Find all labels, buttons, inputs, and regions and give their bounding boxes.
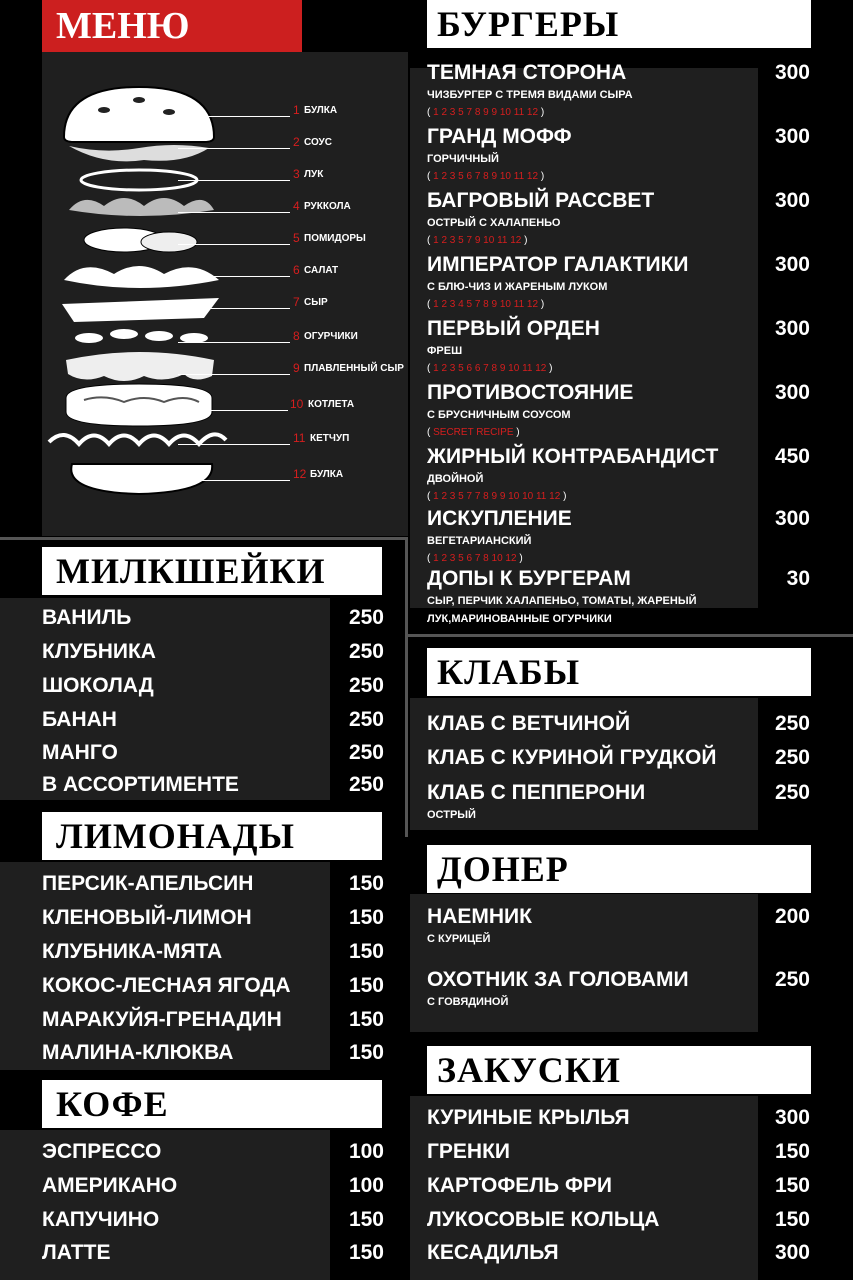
burger-ingredients: ( 1 2 3 5 7 8 9 9 10 11 12 ): [427, 107, 545, 118]
menu-title: МЕНЮ: [56, 5, 190, 47]
divider-horizontal-right: [408, 634, 853, 637]
top-bun: [64, 87, 214, 142]
coffee-name: КАПУЧИНО: [42, 1208, 160, 1231]
part-num: 1: [293, 103, 300, 117]
milkshakes-title-box: [42, 547, 382, 595]
burger-desc: С БРУСНИЧНЫМ СОУСОМ: [427, 409, 571, 421]
part-num: 10: [290, 397, 304, 411]
club-price: 250: [774, 746, 810, 769]
burger-price: 300: [774, 61, 810, 84]
snack-name: КЕСАДИЛЬЯ: [427, 1241, 559, 1264]
lemonades-title: ЛИМОНАДЫ: [56, 816, 295, 856]
burger-price: 300: [774, 253, 810, 276]
coffee-price: 150: [348, 1208, 384, 1231]
lemonade-price: 150: [348, 872, 384, 895]
milkshake-name: БАНАН: [42, 708, 117, 731]
burger-desc: ВЕГЕТАРИАНСКИЙ: [427, 535, 532, 547]
snack-name: КУРИНЫЕ КРЫЛЬЯ: [427, 1106, 630, 1129]
club-price: 250: [774, 781, 810, 804]
coffee-name: ЛАТТЕ: [42, 1241, 111, 1264]
burger-ingredients: ( SECRET RECIPE ): [427, 427, 520, 438]
part-num: 4: [293, 199, 300, 213]
milkshake-name: В АССОРТИМЕНТЕ: [42, 773, 239, 796]
burger-name: ТЕМНАЯ СТОРОНА: [427, 61, 627, 84]
cheese-layer: [62, 298, 219, 322]
burger-ingredients: ( 1 2 3 5 7 7 8 9 9 10 10 11 12 ): [427, 491, 567, 502]
ketchup-layer: [49, 434, 226, 444]
snack-name: КАРТОФЕЛЬ ФРИ: [427, 1174, 612, 1197]
doner-name: ОХОТНИК ЗА ГОЛОВАМИ: [427, 968, 689, 991]
clubs-title-box: [427, 648, 811, 696]
part-label: ПЛАВЛЕННЫЙ СЫР: [304, 363, 404, 374]
divider-horizontal-left: [0, 537, 408, 540]
burger-name: ГРАНД МОФФ: [427, 125, 572, 148]
lemonade-name: КОКОС-ЛЕСНАЯ ЯГОДА: [42, 974, 291, 997]
snack-name: ЛУКОСОВЫЕ КОЛЬЦА: [427, 1208, 660, 1231]
burgers-title: БУРГЕРЫ: [437, 4, 620, 44]
burger-price: 300: [774, 125, 810, 148]
part-label: БУЛКА: [310, 469, 344, 480]
milkshake-price: 250: [348, 640, 384, 663]
doner-title: ДОНЕР: [437, 849, 569, 889]
burger-price: 300: [774, 381, 810, 404]
milkshakes-title: МИЛКШЕЙКИ: [56, 551, 326, 591]
club-name: КЛАБ С КУРИНОЙ ГРУДКОЙ: [427, 746, 717, 769]
snack-price: 300: [774, 1241, 810, 1264]
snacks-title: ЗАКУСКИ: [437, 1050, 621, 1090]
coffee-title: КОФЕ: [56, 1084, 169, 1124]
lemonade-name: ПЕРСИК-АПЕЛЬСИН: [42, 872, 254, 895]
lemonade-name: МАЛИНА-КЛЮКВА: [42, 1041, 234, 1064]
doner-name: НАЕМНИК: [427, 905, 532, 928]
milkshake-price: 250: [348, 674, 384, 697]
club-desc: ОСТРЫЙ: [427, 809, 476, 821]
melted-cheese-layer: [66, 352, 214, 381]
milkshake-name: ШОКОЛАД: [42, 674, 154, 697]
lettuce-layer: [64, 266, 219, 288]
milkshake-price: 250: [348, 773, 384, 796]
menu-title-box: [42, 0, 302, 52]
snack-price: 300: [774, 1106, 810, 1129]
coffee-price: 100: [348, 1174, 384, 1197]
part-label: ЛУК: [304, 169, 324, 180]
coffee-name: ЭСПРЕССО: [42, 1140, 162, 1163]
burger-desc: ГОРЧИЧНЫЙ: [427, 153, 499, 165]
doner-price: 200: [774, 905, 810, 928]
part-label: РУККОЛА: [304, 201, 351, 212]
burger-price: 300: [774, 317, 810, 340]
coffee-price: 150: [348, 1241, 384, 1264]
club-price: 250: [774, 712, 810, 735]
burger-desc: ФРЕШ: [427, 345, 463, 357]
extra-price: 30: [786, 567, 810, 590]
coffee-price: 100: [348, 1140, 384, 1163]
part-num: 5: [293, 231, 300, 245]
milkshake-name: МАНГО: [42, 741, 118, 764]
burger-name: ЖИРНЫЙ КОНТРАБАНДИСТ: [427, 445, 719, 468]
pickles-layer: [75, 329, 208, 343]
part-label: ОГУРЧИКИ: [304, 331, 358, 342]
extra-desc-1: СЫР, ПЕРЧИК ХАЛАПЕНЬО, ТОМАТЫ, ЖАРЕНЫЙ: [427, 595, 697, 607]
burger-desc: С БЛЮ-ЧИЗ И ЖАРЕНЫМ ЛУКОМ: [427, 281, 608, 293]
part-label: САЛАТ: [304, 265, 339, 276]
part-label: СЫР: [304, 297, 328, 308]
part-num: 7: [293, 295, 300, 309]
clubs-title: КЛАБЫ: [437, 652, 581, 692]
burger-price: 450: [774, 445, 810, 468]
milkshake-name: ВАНИЛЬ: [42, 606, 132, 629]
lemonade-price: 150: [348, 1008, 384, 1031]
arugula-layer: [69, 198, 214, 216]
part-num: 12: [293, 467, 307, 481]
snack-price: 150: [774, 1208, 810, 1231]
burger-name: ИМПЕРАТОР ГАЛАКТИКИ: [427, 253, 689, 276]
club-name: КЛАБ С ПЕППЕРОНИ: [427, 781, 646, 804]
lemonade-name: КЛУБНИКА-МЯТА: [42, 940, 223, 963]
lemonade-price: 150: [348, 906, 384, 929]
burgers-title-box: [427, 0, 811, 48]
part-label: КОТЛЕТА: [308, 399, 355, 410]
burger-price: 300: [774, 189, 810, 212]
part-num: 11: [293, 431, 306, 445]
snack-name: ГРЕНКИ: [427, 1140, 510, 1163]
part-label: ПОМИДОРЫ: [304, 233, 366, 244]
part-num: 6: [293, 263, 300, 277]
burger-price: 300: [774, 507, 810, 530]
lemonade-price: 150: [348, 974, 384, 997]
burger-name: БАГРОВЫЙ РАССВЕТ: [427, 189, 655, 212]
club-name: КЛАБ С ВЕТЧИНОЙ: [427, 712, 631, 735]
milkshake-name: КЛУБНИКА: [42, 640, 156, 663]
lemonades-title-box: [42, 812, 382, 860]
milkshake-price: 250: [348, 606, 384, 629]
part-num: 8: [293, 329, 300, 343]
part-label: КЕТЧУП: [310, 433, 350, 444]
lemonade-name: МАРАКУЙЯ-ГРЕНАДИН: [42, 1008, 282, 1031]
burger-ingredients: ( 1 2 3 4 5 7 8 9 10 11 12 ): [427, 299, 545, 310]
snack-price: 150: [774, 1140, 810, 1163]
burger-name: ПРОТИВОСТОЯНИЕ: [427, 381, 634, 404]
burger-name: ИСКУПЛЕНИЕ: [427, 507, 572, 530]
snacks-title-box: [427, 1046, 811, 1094]
doner-desc: С ГОВЯДИНОЙ: [427, 996, 509, 1008]
burger-name: ПЕРВЫЙ ОРДЕН: [427, 317, 600, 340]
part-label: БУЛКА: [304, 105, 338, 116]
doner-title-box: [427, 845, 811, 893]
burger-desc: ЧИЗБУРГЕР С ТРЕМЯ ВИДАМИ СЫРА: [427, 89, 633, 101]
part-num: 9: [293, 361, 300, 375]
burger-ingredients: ( 1 2 3 5 7 9 10 11 12 ): [427, 235, 528, 246]
burger-ingredients: ( 1 2 3 5 6 6 7 8 9 10 11 12 ): [427, 363, 553, 374]
snack-price: 150: [774, 1174, 810, 1197]
milkshake-price: 250: [348, 708, 384, 731]
doner-desc: С КУРИЦЕЙ: [427, 933, 491, 945]
milkshake-price: 250: [348, 741, 384, 764]
divider-vertical-left: [405, 537, 408, 837]
extra-name: ДОПЫ К БУРГЕРАМ: [427, 567, 631, 590]
burger-ingredients: ( 1 2 3 5 6 7 8 9 10 11 12 ): [427, 171, 545, 182]
extra-desc-2: ЛУК,МАРИНОВАННЫЕ ОГУРЧИКИ: [427, 613, 612, 625]
part-num: 3: [293, 167, 300, 181]
lemonade-price: 150: [348, 940, 384, 963]
part-label: СОУС: [304, 137, 332, 148]
burger-desc: ДВОЙНОЙ: [427, 473, 484, 485]
doner-price: 250: [774, 968, 810, 991]
lemonade-price: 150: [348, 1041, 384, 1064]
burger-desc: ОСТРЫЙ С ХАЛАПЕНЬО: [427, 217, 561, 229]
lemonade-name: КЛЕНОВЫЙ-ЛИМОН: [42, 906, 252, 929]
coffee-title-box: [42, 1080, 382, 1128]
burger-illustration: [44, 82, 234, 502]
patty-layer: [66, 384, 212, 426]
burger-ingredients: ( 1 2 3 5 6 7 8 10 12 ): [427, 553, 523, 564]
bottom-bun: [71, 464, 212, 494]
part-num: 2: [293, 135, 300, 149]
coffee-name: АМЕРИКАНО: [42, 1174, 178, 1197]
